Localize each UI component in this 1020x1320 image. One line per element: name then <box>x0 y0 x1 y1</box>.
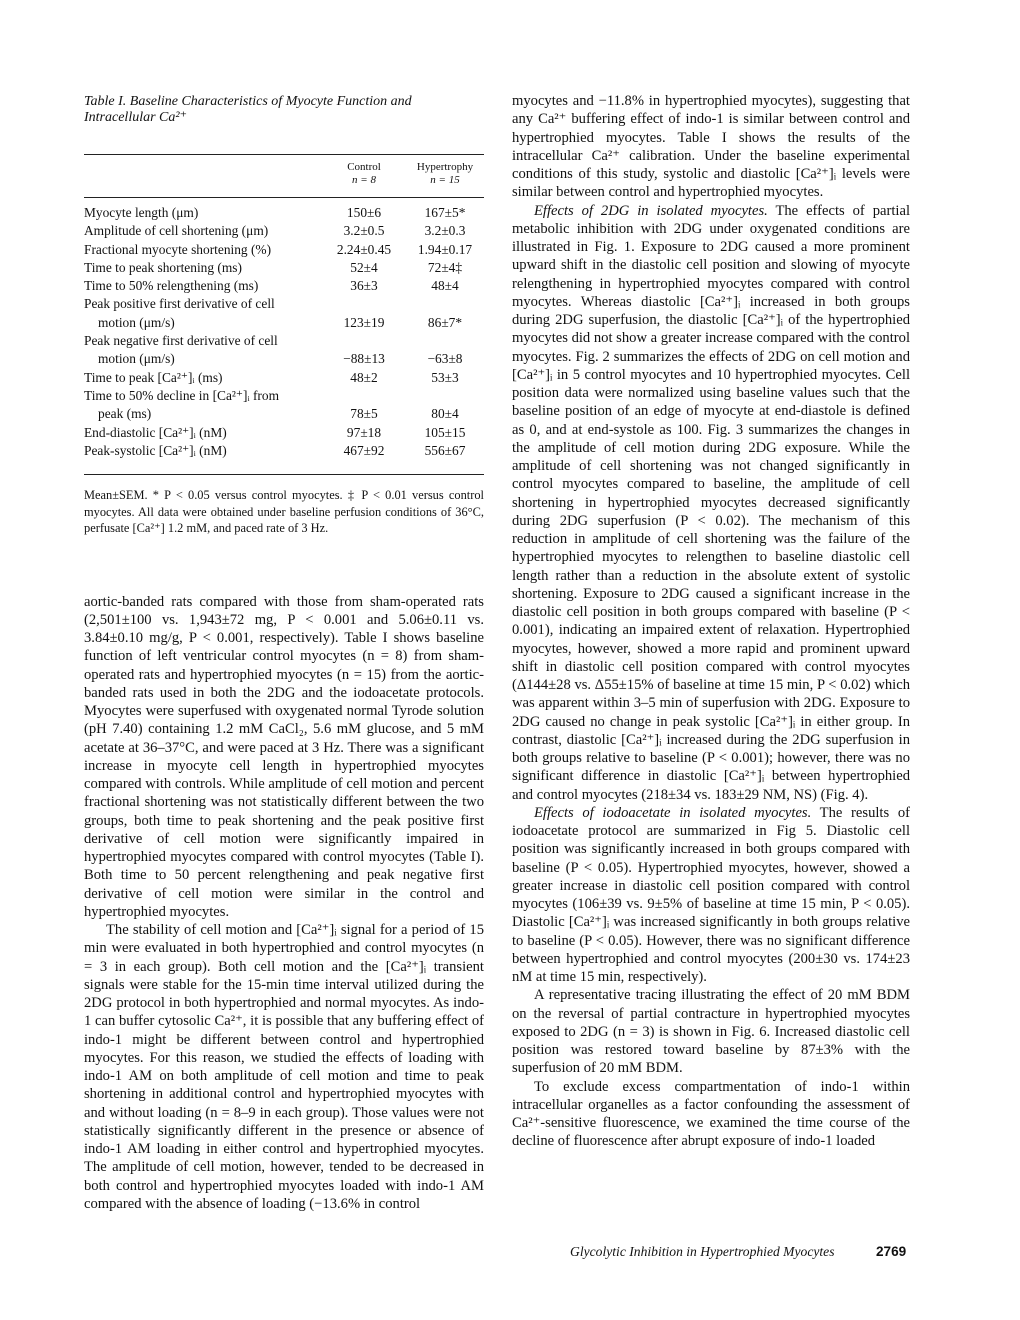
right-paragraph-1: myocytes and −11.8% in hypertrophied myocytes), suggesting that any Ca²⁺ buffering effect of indo-1 is similar between control and hypertrophied myocytes. Table I shows the results of the intracellular Ca²⁺ calibration. Under the baseline experimental conditions of this study, systolic and diastolic [Ca²⁺]ᵢ levels were similar between control and hypertrophied myocytes. <box>512 93 910 201</box>
baseline-table <box>84 154 484 475</box>
right-paragraph-3 <box>512 804 910 987</box>
table-header <box>84 155 484 197</box>
table-row <box>84 259 484 277</box>
row-label-text: Time to 50% decline in [Ca²⁺]ᵢ from <box>84 387 280 403</box>
row-label <box>84 204 322 222</box>
hypertrophy-value: 86±7* <box>427 314 463 330</box>
right-paragraph-5: To exclude excess compartmentation of indo-1 within intracellular organelles as a factor confounding the assessment of Ca²⁺-sensitive fluorescence, we examined the time course of the decline of fluorescence after abrupt exposure of indo-1 loaded <box>512 1078 910 1150</box>
control-value: 97±18 <box>346 424 382 440</box>
control-value: 123±19 <box>343 314 385 330</box>
control-value: 2.24±0.45 <box>336 241 392 257</box>
hypertrophy-value: 556±67 <box>424 442 466 458</box>
row-label-text: Time to peak [Ca²⁺]ᵢ (ms) <box>84 369 223 385</box>
page-number: 2769 <box>876 1244 907 1259</box>
left-column <box>84 92 484 1213</box>
control-value: 48±2 <box>350 369 378 385</box>
control-value: −88±13 <box>343 351 385 367</box>
hypertrophy-value: 72±4‡ <box>427 259 463 275</box>
table-row <box>84 241 484 259</box>
row-label-continuation: peak (ms) <box>98 406 152 422</box>
table-row <box>84 332 484 369</box>
table-bottom-rule <box>84 474 484 475</box>
table-row <box>84 222 484 240</box>
hypertrophy-value: 167±5* <box>424 205 466 220</box>
section-heading-2dg: Effects of 2DG in isolated myocytes. <box>534 202 768 219</box>
page-footer <box>570 1244 920 1260</box>
control-value: 3.2±0.5 <box>343 223 385 239</box>
table-body <box>84 198 484 474</box>
section-heading-iodoacetate: Effects of iodoacetate in isolated myocytes. <box>534 804 812 821</box>
row-label-text: Fractional myocyte shortening (%) <box>84 241 272 257</box>
right-paragraph-2-body: The effects of partial metabolic inhibition with 2DG under oxygenated conditions are illustrated in Fig. 1. Exposure to 2DG caused a more prominent upward shift in the diastolic cell position and slowing of myocyte relengthening in hypertrophied myocytes compared with control myocytes. Whereas diastolic [Ca²⁺]ᵢ increased in both groups during 2DG superfusion, the diastolic [Ca²⁺]ᵢ of the hypertrophied myocytes did not show a greater increase compared with the control myocytes. Fig. 2 summarizes the effects of 2DG on cell motion and [Ca²⁺]ᵢ in 5 control myocytes and 10 hypertrophied myocytes. Cell position data were normalized using baseline values such that the baseline position of an edge of myocyte at end-diastole is defined as 0, and at end-systole as 100. Fig. 3 summarizes the changes in the amplitude of cell motion during 2DG exposure. While the amplitude of cell shortening was not changed significantly in control myocytes compared to baseline, the amplitude of cell shortening in hypertrophied myocytes decreased significantly during 2DG superfusion (P < 0.02). The mechanism of this reduction in amplitude of cell shortening was the failure of the hypertrophied myocytes to relengthen to baseline diastolic cell length rather than a reduction in the absolute extent of systolic shortening. Exposure to 2DG caused a significant increase in the diastolic cell position in both groups compared with baseline (P < 0.001), indicating an impaired extent of relaxation. Hypertrophied myocytes, however, showed a more rapid and prominent upward shift in diastolic cell position compared with control myocytes (Δ144±28 vs. Δ55±15% of baseline at time 15 min, P < 0.02) which was apparent within 3–5 min of superfusion with 2DG. Exposure to 2DG caused no change in peak systolic [Ca²⁺]ᵢ in either group. In contrast, diastolic [Ca²⁺]ᵢ increased during the 2DG superfusion in both groups relative to baseline (P < 0.001); however, there was no significant difference in diastolic [Ca²⁺]ᵢ between hypertrophied and control myocytes (218±34 vs. 183±29 NM, NS) (Fig. 4). <box>512 202 911 803</box>
table-row <box>84 387 484 424</box>
control-value: 36±3 <box>350 278 378 294</box>
row-label-text: End-diastolic [Ca²⁺]ᵢ (nM) <box>84 424 227 440</box>
running-title: Glycolytic Inhibition in Hypertrophied Myocytes <box>570 1244 835 1259</box>
header-hypertrophy <box>406 161 484 187</box>
right-paragraph-2 <box>512 202 910 804</box>
header-hypertrophy-n: n = 15 <box>430 174 460 186</box>
table-row <box>84 295 484 332</box>
hypertrophy-value: −63±8 <box>427 351 463 367</box>
row-label <box>84 387 322 424</box>
left-body-text <box>84 593 484 1214</box>
row-label-text: Peak negative first derivative of cell <box>84 333 278 349</box>
hypertrophy-value: 80±4 <box>431 406 459 422</box>
table-footnote: Mean±SEM. * P < 0.05 versus control myocytes. ‡ P < 0.01 versus control myocytes. All data were obtained under baseline perfusion conditions of 36°C, perfusate [Ca²⁺] 1.2 mM, and paced rate of 3 Hz. <box>84 488 484 536</box>
row-label <box>84 222 322 240</box>
row-label-text: Time to 50% relengthening (ms) <box>84 278 259 294</box>
table-row <box>84 369 484 387</box>
row-label <box>84 277 322 295</box>
row-label-text: Myocyte length (μm) <box>84 205 199 220</box>
control-value: 78±5 <box>350 406 378 422</box>
row-label <box>84 332 322 369</box>
left-paragraph-1: aortic-banded rats compared with those from sham-operated rats (2,501±100 vs. 1,943±72 mg, P < 0.001 and 5.06±0.11 vs. 3.84±0.10 mg/g, P < 0.001, respectively). Table I shows baseline function of left ventricular control myocytes (n = 8) from sham-operated rats and hypertrophied myocytes (n = 15) from the aortic-banded rats used in both the 2DG and the iodoacetate protocols. Myocytes were superfused with oxygenated normal Tyrode solution (pH 7.40) containing 1.2 mM CaCl₂, 5.6 mM glucose, and 5 mM acetate at 36–37°C, and were paced at 3 Hz. There was a significant increase in myocyte cell length in hypertrophied myocytes compared with controls. While amplitude of cell motion and percent fractional shortening was not statistically different between the two groups, both time to peak shortening and the peak positive first derivative of cell motion were significantly impaired in hypertrophied myocytes compared with control myocytes (Table I). Both time to 50 percent relengthening and peak negative first derivative of cell motion were similar in the control and hypertrophied myocytes. <box>84 593 484 920</box>
control-value: 467±92 <box>343 442 385 458</box>
row-label <box>84 369 322 387</box>
row-label-continuation: motion (μm/s) <box>98 314 175 330</box>
header-control <box>322 161 406 187</box>
row-label-text: Time to peak shortening (ms) <box>84 259 242 275</box>
hypertrophy-value: 53±3 <box>431 369 459 385</box>
right-column <box>512 92 910 1151</box>
row-label <box>84 241 322 259</box>
header-hypertrophy-label: Hypertrophy <box>416 161 474 173</box>
header-control-label: Control <box>347 161 381 173</box>
control-value: 150±6 <box>346 205 382 220</box>
row-label-text: Peak-systolic [Ca²⁺]ᵢ (nM) <box>84 442 227 458</box>
row-label <box>84 442 322 460</box>
header-control-n: n = 8 <box>352 174 376 186</box>
row-label-continuation: motion (μm/s) <box>98 351 175 367</box>
right-paragraph-4: A representative tracing illustrating the effect of 20 mM BDM on the reversal of partial contracture in hypertrophied myocytes exposed to 2DG (n = 3) is shown in Fig. 6. Increased diastolic cell position was restored toward baseline by 87±3% with the superfusion of 20 mM BDM. <box>512 987 910 1077</box>
hypertrophy-value: 48±4 <box>431 278 459 294</box>
hypertrophy-value: 1.94±0.17 <box>417 241 473 257</box>
left-paragraph-2: The stability of cell motion and [Ca²⁺]ᵢ signal for a period of 15 min were evaluated in both hypertrophied and control myocytes (n = 3 in each group). Both cell motion and the [Ca²⁺]ᵢ transient signals were stable for the 15-min time interval utilized during the 2DG protocol in both hypertrophied and normal myocytes. As indo-1 can buffer cytosolic Ca²⁺, it is possible that any buffering effect of indo-1 might be different between control and hypertrophied myocytes. For this reason, we studied the effects of loading with indo-1 AM on both amplitude of cell motion and time to peak shortening in additional control and hypertrophied myocytes with and without loading (n = 8–9 in each group). Those values were not statistically significantly different in the presence or absence of indo-1 AM loading in either control and hypertrophied myocytes. The amplitude of cell motion, however, tended to be decreased in both control and hypertrophied myocytes loaded with indo-1 AM compared with the absence of loading (−13.6% in control <box>84 922 484 1212</box>
table-row <box>84 204 484 222</box>
hypertrophy-value: 105±15 <box>424 424 466 440</box>
row-label <box>84 259 322 277</box>
table-caption-line-1: Table I. Baseline Characteristics of Myocyte Function and <box>84 94 412 109</box>
table-row <box>84 277 484 295</box>
row-label-text: Amplitude of cell shortening (μm) <box>84 223 269 239</box>
control-value: 52±4 <box>350 259 378 275</box>
table-caption <box>84 94 484 126</box>
table-row <box>84 442 484 460</box>
table-row <box>84 424 484 442</box>
row-label <box>84 424 322 442</box>
row-label-text: Peak positive first derivative of cell <box>84 296 275 312</box>
hypertrophy-value: 3.2±0.3 <box>424 223 466 239</box>
row-label <box>84 295 322 332</box>
table-caption-line-2: Intracellular Ca²⁺ <box>84 110 187 125</box>
right-paragraph-3-body: The results of iodoacetate protocol are summarized in Fig 5. Diastolic cell position was significantly increased in both groups compared with baseline (P < 0.05). Hypertrophied myocytes, however, showed a greater increase in diastolic cell position compared with control myocytes (106±39 vs. 9±5% of baseline at time 15 min, P < 0.05). Diastolic [Ca²⁺]ᵢ was increased significantly in both groups relative to baseline (P < 0.05). However, there was no significant difference between hypertrophied and control myocytes (200±30 vs. 174±23 nM at time 15 min, respectively). <box>512 804 911 985</box>
